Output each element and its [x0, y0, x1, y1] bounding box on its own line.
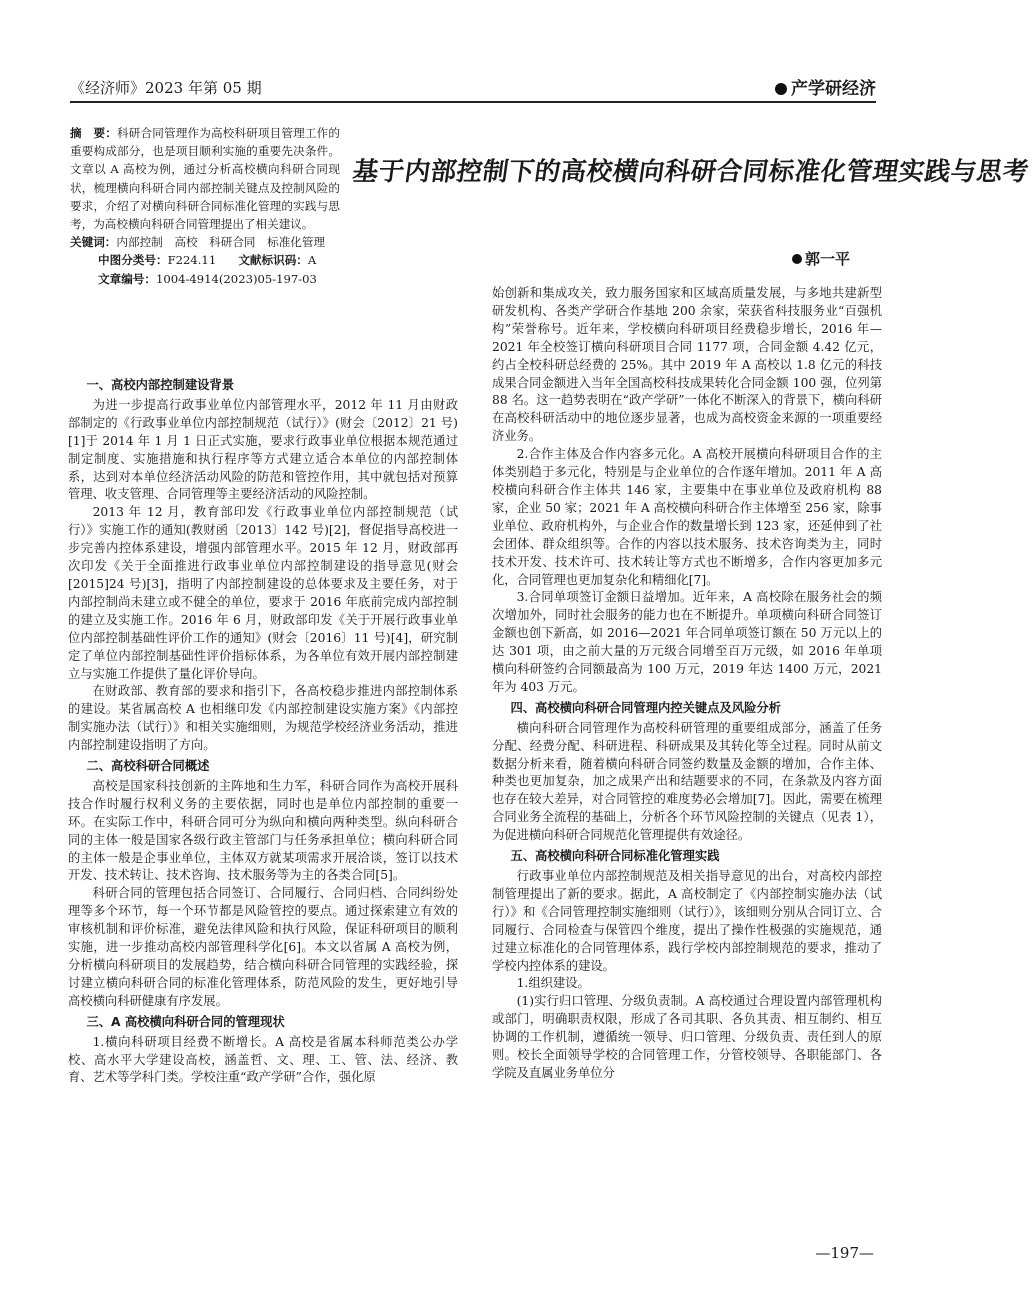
paragraph: 3.合同单项签订金额日益增加。近年来，A 高校除在服务社会的频次增加外，同时社会服务的能力也在不断提升。单项横向科研合同签订金额也创下新高，如 2016—2021 年合同单项签订额在 50 万元以上的达 301 项，由之前大量的万元级合同增至百万元级，如 2016 年单项横向科研签约合同额最高为 100 万元，2019 年达 1400 万元，2021 年为 403 万元。 [492, 590, 882, 694]
paragraph: 高校是国家科技创新的主阵地和生力军，科研合同作为高校开展科技合作时履行权利义务的主要依据，同时也是单位内部控制的重要一环。在实际工作中，科研合同可分为纵向和横向两种类型。纵向科研合同的主体一般是国家各级行政主管部门与任务承担单位；横向科研合同的主体一般是企事业单位，主体双方就某项需求开展洽谈，签订以技术开发、技术转让、技术咨询、技术服务等为主的各类合同[5]。 [68, 778, 458, 883]
doc-code-label: 文献标识码： [238, 253, 308, 268]
doc-code-text: A [307, 253, 317, 268]
author-name: 郭一平 [804, 250, 850, 268]
paragraph: 横向科研合同管理作为高校科研管理的重要组成部分，涵盖了任务分配、经费分配、科研进程、科研成果及其转化等全过程。同时从前文数据分析来看，随着横向科研合同签约数量及金额的增加，合作主体、种类也更加复杂，加之成果产出和结题要求的不同，在条款及内容方面也存在较大差异，对合同管控的难度势必会增加[7]。因此，需要在梳理合同业务全流程的基础上，分析各个环节风险控制的关键点（见表 1），为促进横向科研合同规范化管理提供有效途径。 [492, 720, 882, 843]
section-label: 产学研经济 [791, 79, 876, 99]
paragraph: 在财政部、教育部的要求和指引下，各高校稳步推进内部控制体系的建设。某省属高校 A 也相继印发《内部控制建设实施方案》《内部控制实施办法（试行）》和相关实施细则，为规范学校经济业务活动，推进内部控制建设指明了方向。 [68, 684, 458, 753]
section-heading: 三、A 高校横向科研合同的管理现状 [86, 1014, 285, 1029]
right-column [492, 285, 882, 1083]
paragraph: 为进一步提高行政事业单位内部管理水平，2012 年 11 月由财政部制定的《行政事业单位内部控制规范（试行）》(财会〔2012〕21 号)[1]于 2014 年 1 月 1 日正式实施，要求行政事业单位根据本规范通过制定制度、实施措施和执行程序等方式建立适合本单位的内部控制体系，达到对本单位经济活动风险的防范和管控作用，其中就包括对预算管理、收支管理、合同管理等主要经济活动的风险控制。 [68, 397, 458, 502]
clc-label: 中图分类号： [98, 253, 168, 268]
abstract-label: 摘 要： [70, 126, 117, 140]
section-heading: 四、高校横向科研合同管理内控关键点及风险分析 [510, 700, 781, 715]
paragraph: 始创新和集成攻关，致力服务国家和区域高质量发展，与多地共建新型研发机构、各类产学研合作基地 200 余家，荣获省科技服务业“百强机构”荣誉称号。近年来，学校横向科研项目经费稳步增长，2016 年—2021 年全校签订横向科研项目合同 1177 项，合同金额 4.42 亿元，约占全校科研总经费的 25%。其中 2019 年 A 高校以 1.8 亿元的科技成果合同金额进入当年全国高校科技成果转化合同金额 100 强，位列第 88 名。这一趋势表明在“政产学研”一体化不断深入的背景下，横向科研在高校科研活动中的地位逐步显著，也成为高校资金来源的一项重要经济业务。 [492, 286, 882, 444]
journal-header: 《经济师》2023 年第 05 期 [70, 79, 262, 97]
article-no-label: 文章编号： [98, 271, 156, 286]
clc-text: F224.11 [167, 253, 217, 268]
header-rule [70, 101, 876, 103]
author-line [792, 248, 850, 269]
section-heading: 二、高校科研合同概述 [86, 759, 210, 774]
paragraph: 行政事业单位内部控制规范及相关指导意见的出台，对高校内部控制管理提出了新的要求。据此，A 高校制定了《内部控制实施办法（试行）》和《合同管理控制实施细则（试行）》，该细则分别从合同订立、合同履行、合同检查与保管四个维度，提出了操作性极强的实施规范，通过建立标准化的合同管理体系，践行学校内部控制规范的要求，推动了学校内控体系的建设。 [492, 869, 882, 973]
section-heading: 一、高校内部控制建设背景 [86, 378, 235, 392]
bullet-icon [792, 254, 802, 264]
abstract-text: 科研合同管理作为高校科研项目管理工作的重要构成部分，也是项目顺利实施的重要先决条件。文章以 A 高校为例，通过分析高校横向科研合同现状，梳理横向科研合同内部控制关键点及控制风险的要求，介绍了对横向科研合同标准化管理的实践与思考，为高校横向科研合同管理提出了相关建议。 [70, 126, 340, 232]
paragraph: 科研合同的管理包括合同签订、合同履行、合同归档、合同纠纷处理等多个环节，每一个环节都是风险管控的要点。通过探索建立有效的审核机制和评价标准，避免法律风险和执行风险，保证科研项目的顺利实施，进一步推动高校内部管理科学化[6]。本文以省属 A 高校为例，分析横向科研项目的发展趋势，结合横向科研合同管理的实践经验，探讨建立横向科研合同的标准化管理体系，防范风险的发生，更好地引导高校横向科研健康有序发展。 [68, 886, 458, 1008]
paragraph: 1.横向科研项目经费不断增长。A 高校是省属本科师范类公办学校、高水平大学建设高校，涵盖哲、文、理、工、管、法、经济、教育、艺术等学科门类。学校注重“政产学研”合作，强化原 [68, 1034, 458, 1085]
paragraph: 1.组织建设。 [516, 976, 590, 991]
keywords-label: 关键词： [70, 235, 117, 250]
page-number: —197— [815, 1244, 874, 1262]
article-no-text: 1004-4914(2023)05-197-03 [155, 271, 317, 286]
article-title: 基于内部控制下的高校横向科研合同标准化管理实践与思考 [350, 157, 1031, 187]
section-header [775, 74, 876, 99]
bullet-icon [775, 83, 787, 95]
keywords-text: 内部控制 高校 科研合同 标准化管理 [116, 235, 326, 250]
left-column [68, 374, 458, 1087]
paragraph: (1)实行归口管理、分级负责制。A 高校通过合理设置内部管理机构或部门，明确职责权限，形成了各司其职、各负其责、相互制约、相互协调的工作机制，遵循统一领导、归口管理、分级负责、责任到人的原则。校长全面领导学校的合同管理工作，分管校领导、各职能部门、各学院及直属业务单位分 [492, 994, 882, 1080]
abstract-block [70, 124, 340, 288]
paragraph: 2.合作主体及合作内容多元化。A 高校开展横向科研项目合作的主体类别趋于多元化，特别是与企业单位的合作逐年增加。2011 年 A 高校横向科研合作主体共 146 家，主要集中在事业单位及政府机构 88 家，企业 50 家；2021 年 A 高校横向科研合作主体增至 256 家，除事业单位、政府机构外，与企业合作的数量增长到 123 家，还延伸到了社会团体、群众组织等。合作的内容以技术服务、技术咨询类为主，同时技术开发、技术许可、技术转让等方式也不断增多，合作内容更加多元化，合同管理也更加复杂化和精细化[7]。 [492, 447, 882, 587]
paragraph: 2013 年 12 月，教育部印发《行政事业单位内部控制规范（试行）》实施工作的通知(教财函〔2013〕142 号)[2]，督促指导高校进一步完善内控体系建设，增强内部管理水平。2015 年 12 月，财政部再次印发《关于全面推进行政事业单位内部控制建设的指导意见(财会[2015]24 号)[3]，指明了内部控制建设的总体要求及主要任务，对于内部控制尚未建立或不健全的单位，要求于 2016 年底前完成内部控制的建立及实施工作。2016 年 6 月，财政部印发《关于开展行政事业单位内部控制基础性评价工作的通知》(财会〔2016〕11 号)[4]，研究制定了单位内部控制基础性评价指标体系，为各单位有效开展内部控制建立与实施工作提供了量化评价导向。 [68, 505, 458, 681]
section-heading: 五、高校横向科研合同标准化管理实践 [510, 849, 720, 864]
